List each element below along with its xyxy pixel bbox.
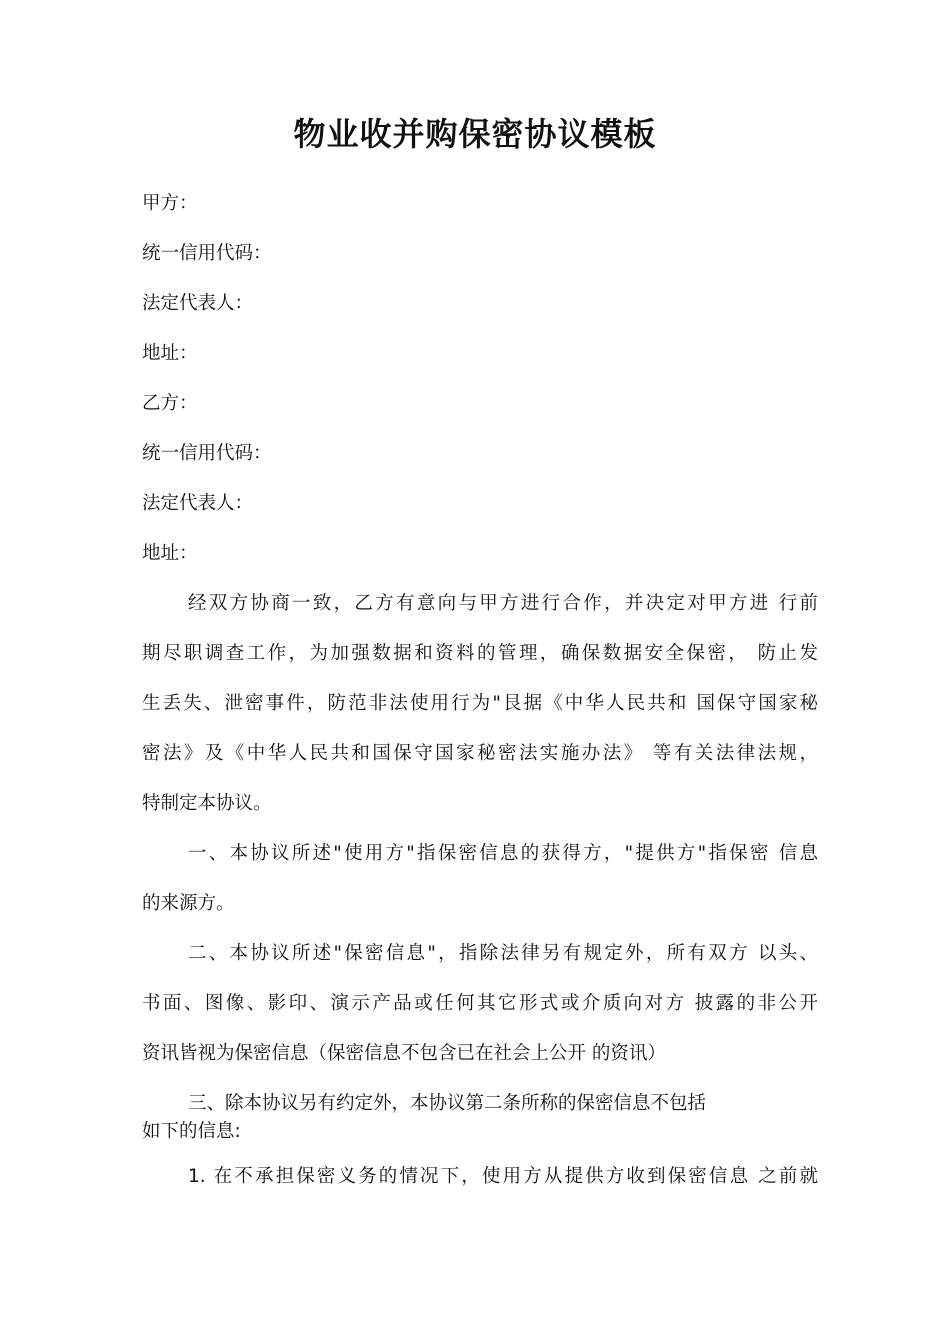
intro-line: 密法》及《中华人民共和国保守国家秘密法实施办法》 等有关法律法规， xyxy=(142,743,818,764)
clause-3-line: 如下的信息: xyxy=(142,1121,241,1142)
party-b-legal-rep: 法定代表人： xyxy=(142,493,254,514)
intro-line: 期尽职调查工作，为加强数据和资料的管理，确保数据安全保密， 防止发 xyxy=(142,643,818,664)
clause-1-line: 一、本协议所述"使用方"指保密信息的获得方，"提供方"指保密 信息 xyxy=(188,843,818,864)
clause-2-line: 二、本协议所述"保密信息"，指除法律另有规定外，所有双方 以头、 xyxy=(188,943,818,964)
clause-2-line: 书面、图像、影印、演示产品或任何其它形式或介质向对方 披露的非公开 xyxy=(142,993,818,1014)
document-title: 物业收并购保密协议模板 xyxy=(293,115,657,153)
intro-line: 生丢失、泄密事件，防范非法使用行为"艮据《中华人民共和 国保守国家秘 xyxy=(142,693,818,714)
clause-3-line: 三、除本协议另有约定外，本协议第二条所称的保密信息不包括 xyxy=(188,1093,707,1114)
intro-line: 经双方协商一致，乙方有意向与甲方进行合作，并决定对甲方进 行前 xyxy=(188,593,818,614)
party-a-credit-code: 统一信用代码： xyxy=(142,243,272,264)
intro-line: 特制定本协议。 xyxy=(142,793,272,814)
party-b-label: 乙方： xyxy=(142,393,198,414)
item-1-line: 1. 在不承担保密义务的情况下，使用方从提供方收到保密信息 之前就 xyxy=(188,1166,818,1187)
party-a-label: 甲方： xyxy=(142,193,198,214)
party-a-legal-rep: 法定代表人： xyxy=(142,293,254,314)
clause-2-line: 资讯皆视为保密信息（保密信息不包含已在社会上公开 的资讯） xyxy=(142,1043,666,1064)
party-b-address: 地址： xyxy=(142,543,198,564)
party-b-credit-code: 统一信用代码： xyxy=(142,443,272,464)
clause-1-line: 的来源方。 xyxy=(142,893,235,914)
party-a-address: 地址： xyxy=(142,343,198,364)
